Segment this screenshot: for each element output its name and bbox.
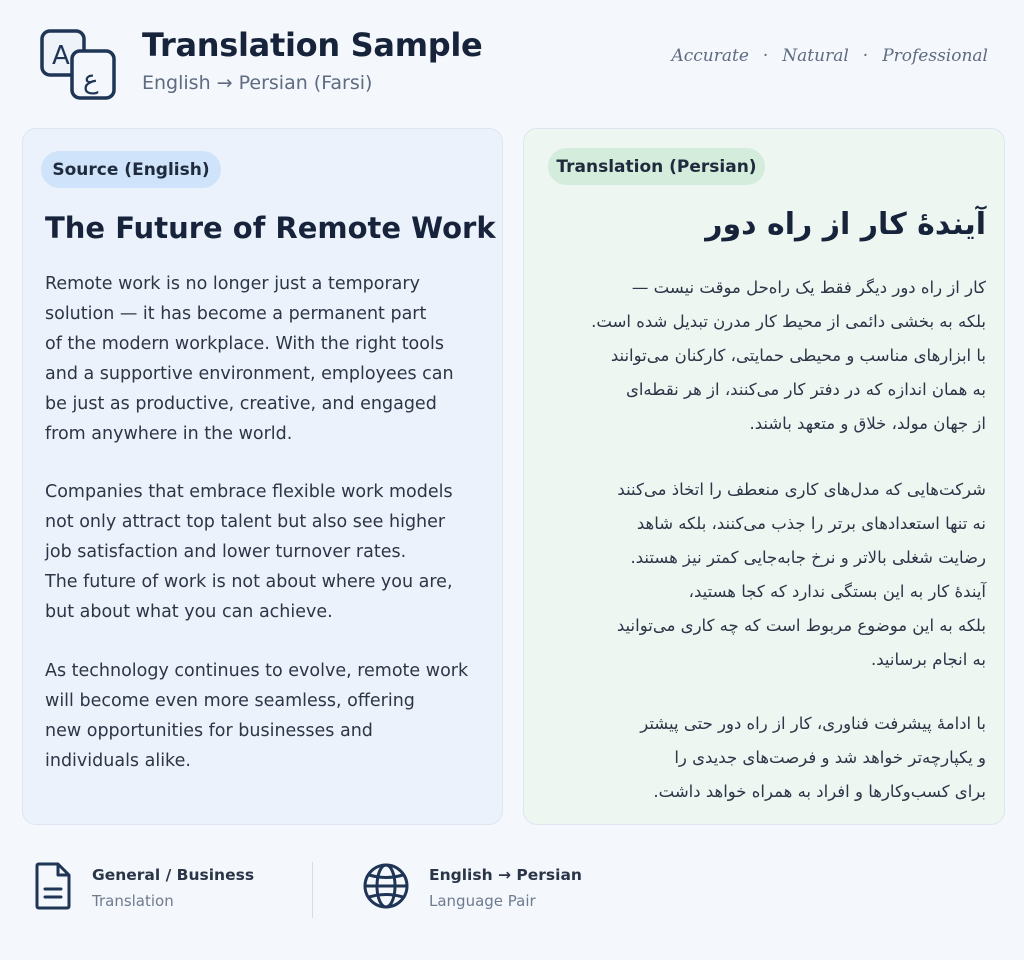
- tagline-professional: Professional: [882, 46, 988, 66]
- translation-paragraph: با ادامهٔ پیشرفت فناوری، کار از راه دور حتی پیشتر و یکپارچه‌تر خواهد شد و فرصت‌های جدیدی را برای کسب‌وکارها و افراد به همراه خواهد داشت.: [640, 714, 986, 801]
- source-paragraph: Remote work is no longer just a temporary solution — it has become a permanent part of the modern workplace. With the right tools and a supportive environment, employees can be just as productive, creative, and engaged from anywhere in the world.: [45, 274, 454, 444]
- source-title: The Future of Remote Work: [45, 211, 496, 245]
- footer: [0, 840, 1024, 940]
- source-badge: Source (English): [41, 151, 221, 188]
- translation-paragraph: شرکت‌هایی که مدل‌های کاری منعطف را اتخاذ می‌کنند نه تنها استعدادهای برتر را جذب می‌کنند، بلکه شاهد رضایت شغلی بالاتر و نرخ جابه‌جایی کمتر نیز هستند. آیندهٔ کار به این بستگی ندارد که کجا هستید، بلکه به این موضوع مربوط است که چه کاری می‌توانید به انجام برسانید.: [616, 480, 986, 669]
- page-title: Translation Sample: [142, 26, 483, 64]
- tagline-accurate: Accurate: [671, 46, 749, 66]
- tagline: [671, 46, 988, 66]
- translation-paragraph-3-block: [536, 707, 986, 809]
- page-subtitle: English → Persian (Farsi): [142, 72, 373, 94]
- translation-paragraph-1-block: [536, 271, 986, 441]
- tagline-separator: ·: [862, 46, 869, 66]
- footer-divider: [312, 862, 313, 918]
- source-paragraph: Companies that embrace flexible work models not only attract top talent but also see higher job satisfaction and lower turnover rates. The future of work is not about where you are, but about what you can achieve.: [45, 482, 453, 622]
- translation-badge: Translation (Persian): [548, 148, 765, 185]
- source-paragraph-2-block: [45, 477, 490, 627]
- source-panel: [22, 128, 503, 825]
- logo-letter-ain: ع: [83, 65, 99, 95]
- document-icon: [34, 862, 72, 910]
- pair-sub: Language Pair: [429, 892, 536, 910]
- globe-icon: [362, 862, 410, 910]
- source-paragraph-1-block: [45, 269, 490, 449]
- tagline-separator: ·: [762, 46, 769, 66]
- pair-label: English → Persian: [429, 866, 582, 884]
- domain-sub: Translation: [92, 892, 174, 910]
- translation-title: آیندهٔ کار از راه دور: [705, 207, 986, 242]
- translate-logo-icon: [40, 28, 116, 102]
- translation-paragraph-2-block: [536, 473, 986, 677]
- tagline-natural: Natural: [782, 46, 849, 66]
- source-paragraph: As technology continues to evolve, remote work will become even more seamless, offering new opportunities for businesses and individuals alike.: [45, 661, 469, 771]
- domain-label: General / Business: [92, 866, 255, 884]
- translation-panel: [523, 128, 1005, 825]
- logo-letter-a: A: [52, 41, 70, 71]
- source-paragraph-3-block: [45, 656, 490, 776]
- language-pair-info: [362, 860, 622, 920]
- header: [0, 0, 1024, 120]
- domain-info: [34, 860, 294, 920]
- translation-paragraph: کار از راه دور دیگر فقط یک راه‌حل موقت نیست — بلکه به بخشی دائمی از محیط کار مدرن تبدیل شده است. با ابزارهای مناسب و محیطی حمایتی، کارکنان می‌توانند به همان اندازه که در دفتر کار می‌کنند، از هر نقطه‌ای از جهان مولد، خلاق و متعهد باشند.: [591, 278, 986, 433]
